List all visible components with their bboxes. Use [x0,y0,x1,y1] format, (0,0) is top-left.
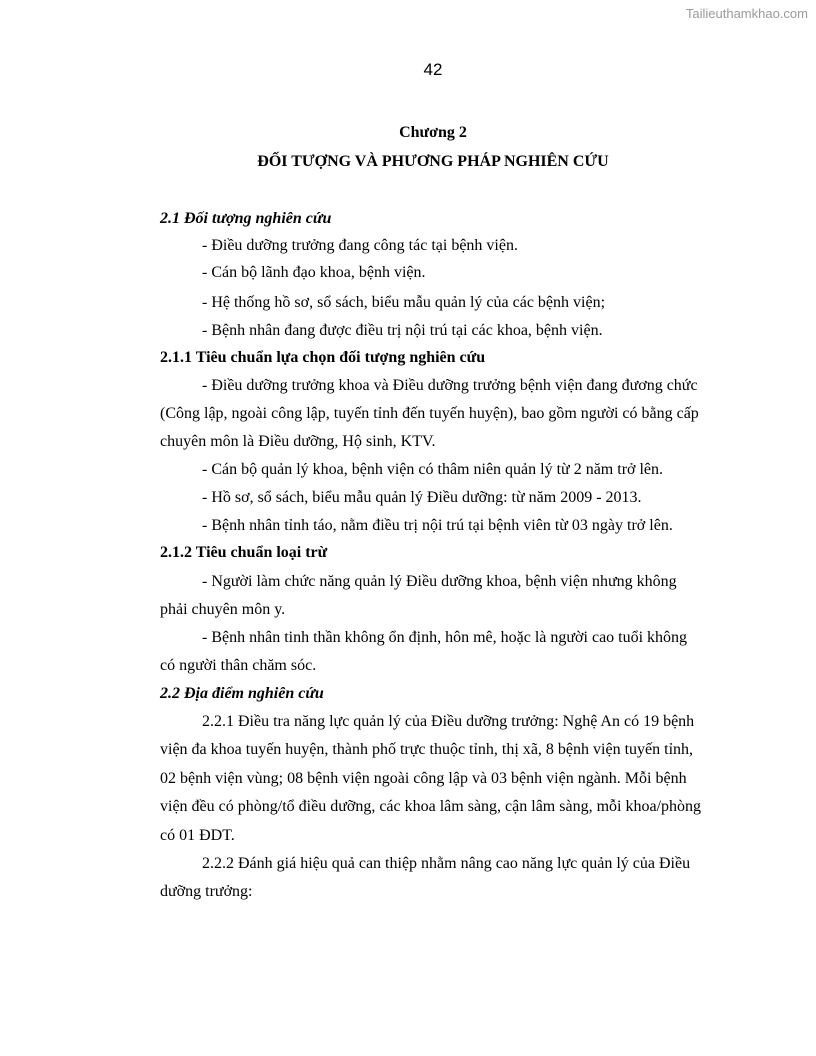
page-number: 42 [423,60,443,79]
paragraph-line: chuyên môn là Điều dưỡng, Hộ sinh, KTV. [160,433,436,450]
section-heading-2-2: 2.2 Địa điểm nghiên cứu [160,685,324,702]
list-item: - Điều dưỡng trưởng đang công tác tại bệnh viện. [202,237,518,254]
paragraph-line: có người thân chăm sóc. [160,657,317,674]
paragraph-line: có 01 ĐDT. [160,827,235,844]
section-heading-2-1: 2.1 Đối tượng nghiên cứu [160,210,332,227]
chapter-title: ĐỐI TƯỢNG VÀ PHƯƠNG PHÁP NGHIÊN CỨU [257,153,609,170]
paragraph-line: - Bệnh nhân tinh thần không ổn định, hôn mê, hoặc là người cao tuổi không [202,629,688,646]
paragraph-line: - Hồ sơ, sổ sách, biểu mẫu quản lý Điều dưỡng: từ năm 2009 - 2013. [202,489,642,506]
paragraph-line: - Người làm chức năng quản lý Điều dưỡng khoa, bệnh viện nhưng không [202,573,677,590]
section-heading-2-1-2: 2.1.2 Tiêu chuẩn loại trừ [160,544,328,561]
list-item: - Bệnh nhân đang được điều trị nội trú tại các khoa, bệnh viện. [202,322,603,339]
paragraph-line: 02 bệnh viện vùng; 08 bệnh viện ngoài công lập và 03 bệnh viện ngành. Mỗi bệnh [160,770,687,787]
list-item: - Cán bộ lãnh đạo khoa, bệnh viện. [202,264,426,281]
paragraph-line: - Cán bộ quản lý khoa, bệnh viện có thâm niên quản lý từ 2 năm trở lên. [202,461,664,478]
paragraph-line: viện đa khoa tuyến huyện, thành phố trực thuộc tỉnh, thị xã, 8 bệnh viện tuyến tỉnh, [160,741,694,758]
paragraph-line: phải chuyên môn y. [160,601,286,618]
watermark: Tailieuthamkhao.com [685,6,808,21]
paragraph-line: - Điều dưỡng trưởng khoa và Điều dưỡng trưởng bệnh viện đang đương chức [202,377,698,394]
paragraph-line: (Công lập, ngoài công lập, tuyến tỉnh đến tuyến huyện), bao gồm người có bằng cấp [160,405,699,422]
paragraph-line: dưỡng trưởng: [160,883,253,900]
paragraph-line: 2.2.1 Điều tra năng lực quản lý của Điều dưỡng trưởng: Nghệ An có 19 bệnh [202,713,695,730]
paragraph-line: viện đều có phòng/tổ điều dưỡng, các khoa lâm sàng, cận lâm sàng, mỗi khoa/phòng [160,798,702,815]
paragraph-line: - Bệnh nhân tỉnh táo, nằm điều trị nội trú tại bệnh viên từ 03 ngày trở lên. [202,517,673,534]
section-heading-2-1-1: 2.1.1 Tiêu chuẩn lựa chọn đối tượng nghiên cứu [160,349,486,366]
paragraph-line: 2.2.2 Đánh giá hiệu quả can thiệp nhằm nâng cao năng lực quản lý của Điều [202,855,691,872]
chapter-number: Chương 2 [399,124,467,141]
list-item: - Hệ thống hồ sơ, sổ sách, biểu mẫu quản lý của các bệnh viện; [202,294,606,311]
